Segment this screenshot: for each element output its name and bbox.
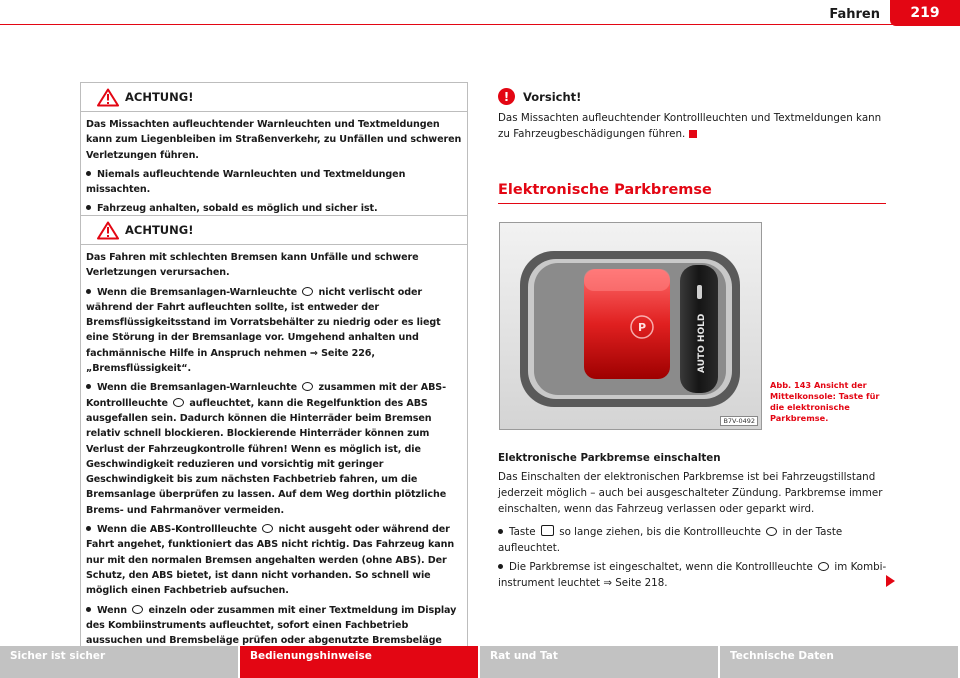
footer-tab-rat[interactable]: Rat und Tat [480,646,720,678]
bullet-icon [86,289,91,294]
brake-warning-icon [302,287,313,296]
step-item: Die Parkbremse ist eingeschaltet, wenn die Kontrollleuchte im Kombi-instrument leuchtet ⇒ Seite 218. [498,561,887,589]
bullet-item: Niemals aufleuchtende Warnleuchten und Textmeldungen missachten. [86,168,406,196]
warning-label: ACHTUNG! [125,90,194,104]
continue-arrow-icon [886,575,895,587]
brake-pad-warning-icon [132,605,143,614]
caution-label: Vorsicht! [523,89,582,104]
caution-text: Das Missachten aufleuchtender Kontrollleuchten und Textmeldungen kann zu Fahrzeugbeschädigungen führen. [498,112,882,140]
abs-warning-icon [173,398,184,407]
section-title: Elektronische Parkbremse [498,182,712,198]
parking-brake-key-icon [541,525,554,536]
abs-warning-icon [262,524,273,533]
warning-box-2 [80,215,468,671]
section-divider [498,203,886,204]
warning-triangle-icon [97,88,119,107]
console-illustration [500,223,761,429]
page-title: Fahren [829,7,880,22]
bullet-item: Wenn die Bremsanlagen-Warnleuchte nicht verlischt oder während der Fahrt aufleuchten sollte, ist entweder der Bremsflüssigkeitsstand im Vorratsbehälter zu niedrig oder es liegt eine Störung in der Bremsanlage vor. Umgehend anhalten und fachmännische Hilfe in Anspruch nehmen ⇒ Seite 226, „Bremsflüssigkeit“. [86,286,441,375]
footer-tab-bedienung[interactable]: Bedienungshinweise [240,646,480,678]
bullet-item: Wenn einzeln oder zusammen mit einer Textmeldung im Display des Kombiinstruments aufleuchtet, sofort einen Fachbetrieb aussuchen und Bremsbeläge prüfen oder abgenutzte Bremsbeläge [86,604,457,647]
footer-tab-technische[interactable]: Technische Daten [720,646,960,678]
warning-intro: Das Missachten aufleuchtender Warnleuchten und Textmeldungen kann zum Liegenbleiben im Straßenverkehr, zu Unfällen und schweren Verletzungen führen. [86,119,462,161]
brake-warning-icon [766,527,777,536]
bullet-icon [86,384,91,389]
caution-icon: ! [498,88,515,105]
footer-nav [0,646,960,678]
bullet-icon [498,564,503,569]
bullet-item: Wenn die ABS-Kontrollleuchte nicht ausgeht oder während der Fahrt angehet, funktioniert das ABS nicht richtig. Das Fahrzeug kann nur mit den normalen Bremsen angehalten werden (ohne ABS). Der Schutz, den ABS bietet, ist dann nicht vorhanden. So schnell wie möglich einen Fachbetrieb aufsuchen. [86,524,455,597]
figure-caption: Abb. 143 Ansicht der Mittelkonsole: Taste für die elektronische Parkbremse. [770,380,880,423]
warning-header [81,216,467,245]
page-number: 219 [890,0,960,26]
auto-hold-label: AUTO HOLD [697,313,707,373]
caution-header [498,88,581,105]
bullet-icon [498,529,503,534]
header-rule [0,24,960,25]
brake-warning-icon [818,562,829,571]
bullet-item: Fahrzeug anhalten, sobald es möglich und sicher ist. [86,201,462,216]
warning-intro: Das Fahren mit schlechten Bremsen kann Unfälle und schwere Verletzungen verursachen. [86,252,419,279]
figure-code: B7V-0492 [720,416,758,426]
warning-box-1 [80,82,468,224]
bullet-icon [86,205,91,210]
parking-brake-figure [499,222,762,430]
bullet-item: Wenn die Bremsanlagen-Warnleuchte zusammen mit der ABS-Kontrollleuchte aufleuchtet, kann die Regelfunktion des ABS ausgefallen sein. Dadurch können die Hinterräder beim Bremsen relativ schnell blockieren. Blockierende Hinterräder können zum Verlust der Fahrzeugkontrolle führen! Wenn es möglich ist, die Geschwindigkeit reduzieren und vorsichtig mit geringer Geschwindigkeit bis zum nächsten Fachbetrieb fahren, um die Bremsanlage überprüfen zu lassen. Auf dem Weg dorthin plötzliche Brems- und Fahrmanöver vermeiden. [86,382,447,516]
warning-triangle-icon [97,221,119,240]
brake-warning-icon [302,382,313,391]
warning-header [81,83,467,112]
step-item: Taste so lange ziehen, bis die Kontrollleuchte in der Taste aufleuchtet. [498,526,843,554]
bullet-icon [86,607,91,612]
bullet-icon [86,171,91,176]
subheading: Elektronische Parkbremse einschalten [498,452,721,464]
footer-tab-sicher[interactable]: Sicher ist sicher [0,646,240,678]
warning-label: ACHTUNG! [125,223,194,237]
body-paragraph: Das Einschalten der elektronischen Parkbremse ist bei Fahrzeugstillstand jederzeit möglich – auch bei ausgeschalteter Zündung. Parkbremse immer einschalten, wenn das Fahrzeug verlassen oder geparkt wird. [498,471,883,515]
section-end-icon [689,130,697,138]
parking-symbol-icon: P [637,321,647,334]
bullet-icon [86,526,91,531]
